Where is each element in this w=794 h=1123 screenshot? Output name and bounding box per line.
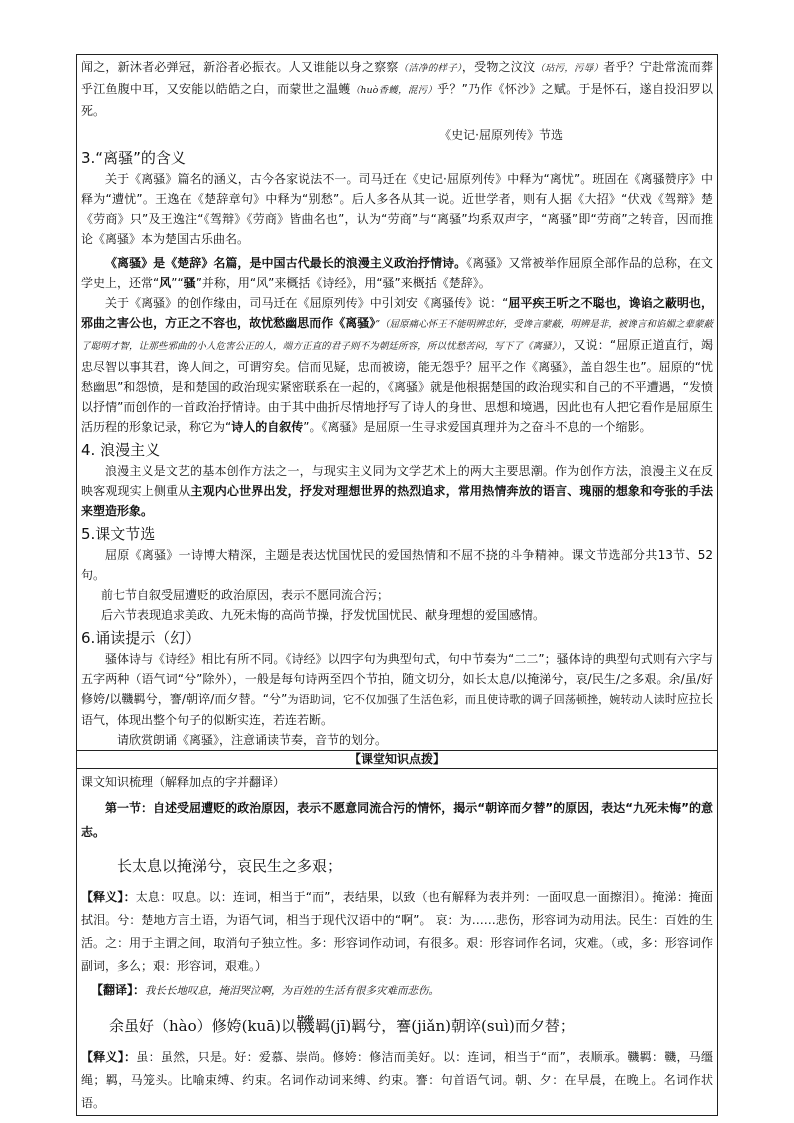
- poem-line-1: 长太息以掩涕兮，哀民生之多艰；: [117, 857, 343, 875]
- class-header-row: [77, 751, 718, 769]
- section-6-title: 6.诵读提示（幻）: [81, 629, 201, 647]
- intro-paragraph: 闻之，新沐者必弹冠，新浴者必振衣。人又谁能以身之察察（洁净的样子），受物之汶汶（玷污，污辱）者乎？宁赴常流而葬乎江鱼腹中耳，又安能以皓皓之白，而蒙世之温蠖（huò香蠖，混污）乎？”乃作《怀沙》之赋。于是怀石，遂自投汨罗以死。: [81, 60, 713, 118]
- lesson-intro: 课文知识梳理（解释加点的字并翻译）: [81, 775, 286, 789]
- section-5-paragraph-2: 前七节自叙受屈遭贬的政治原因，表示不愿同流合污；: [101, 588, 390, 602]
- section-6-paragraph-2: 请欣赏朗诵《离骚》，注意诵读节奏，音节的划分。: [117, 733, 388, 747]
- section-3-title: 3.“离骚”的含义: [81, 149, 186, 167]
- section-3-paragraph-1: 关于《离骚》篇名的涵义，古今各家说法不一。司马迁在《史记·屈原列传》中释为“离忧”。班固在《离骚赞序》中释为“遭忧”。王逸在《楚辞章句》中释为“别愁”。后人多各从其一说。近世学者，则有人据《大招》“伏戏《驾辩》楚《劳商》只”及王逸注“《驾辩》《劳商》皆曲名也”，认为“劳商”与“离骚”均系双声字，“离骚”即“劳商”之转音，因而推论《离骚》本为楚国古乐曲名。: [81, 172, 713, 246]
- poem-line-2-notes: 【释义】：虽：虽然，只是。好：爱慕、崇尚。修姱：修洁而美好。以：连词，相当于“而”，表顺承。鞿羁：鞿，马缰绳；羁，马笼头。比喻束缚、约束。名词作动词来缚、约束。謇：句首语气词。朝、夕：在早晨，在晚上。名词作状语。: [81, 1050, 713, 1110]
- poem-line-2: 余虽好（hào）修姱(kuā)以鞿羁(jī)羁兮，謇(jiǎn)朝谇(suì)而夕替；: [109, 1014, 575, 1036]
- lesson-cell: [77, 769, 718, 1116]
- section-5-title: 5.课文节选: [81, 525, 156, 543]
- section-6-paragraph-1: 骚体诗与《诗经》相比有所不同。《诗经》以四字句为典型句式，句中节奏为“二二”；骚体诗的典型句式则有六字与五字两种（语气词“兮”除外），一般是每句诗两至四个节拍，随文切分，如长太息/以掩涕兮，哀/民生/之多艰。余/虽/好修姱/以鞿羁兮，謇/朝谇/而夕替。“兮”为语助词，它不仅加强了生活色彩，而且使诗歌的调子回荡顿挫，婉转动人读时应拉长语气，体现出整个句子的似断实连，若连若断。: [81, 652, 713, 727]
- class-header: 【课堂知识点拨】: [77, 751, 718, 769]
- lesson-row: [77, 769, 718, 1116]
- poem-line-1-translation: 【翻译】：我长长地叹息，掩泪哭泣啊，为百姓的生活有很多灾难而悲伤。: [91, 983, 440, 997]
- section-3-paragraph-3: 关于《离骚》的创作缘由，司马迁在《屈原列传》中引刘安《离骚传》说：“屈平疾王听之不聪也，谗谄之蔽明也，邪曲之害公也，方正之不容也，故忧愁幽思而作《离骚》”（屈原痛心怀王不能明辨忠奸，受谗言蒙蔽，明辨是非，被谗言和谄媚之辈蒙蔽了聪明才智，让那些邪曲的小人危害公正的人，端方正直的君子则不为朝廷所容，所以忧愁苦闷，写下了《离骚》），又说：“屈原正道直行，竭忠尽智以事其君，谗人间之，可谓穷矣。信而见疑，忠而被谤，能无怨乎？屈平之作《离骚》，盖自怨生也”。屈原的“忧愁幽思”和怨愤，是和楚国的政治现实紧密联系在一起的，《离骚》就是他根据楚国的政治现实和自己的不平遭遇，“发愤以抒情”而创作的一首政治抒情诗。由于其中曲折尽情地抒写了诗人的身世、思想和境遇，因此也有人把它看作是屈原生活历程的形象记录，称它为“诗人的自叙传”。《离骚》是屈原一生寻求爱国真理并为之奋斗不息的一个缩影。: [81, 296, 713, 434]
- section-5-paragraph-3: 后六节表现追求美政、九死未悔的高尚节操，抒发忧国忧民、献身理想的爱国感情。: [101, 608, 546, 622]
- document-page: [76, 54, 718, 1116]
- section-3-paragraph-2: 《离骚》是《楚辞》名篇，是中国古代最长的浪漫主义政治抒情诗。《离骚》又常被举作屈原全部作品的总称，在文学史上，还常“风”“骚”并称，用“风”来概括《诗经》，用“骚”来概括《楚辞》。: [81, 256, 713, 290]
- intro-source: 《史记·屈原列传》节选: [439, 128, 563, 142]
- section-5-paragraph-1: 屈原《离骚》一诗博大精深，主题是表达忧国忧民的爱国热情和不屈不挠的斗争精神。课文节选部分共13节、52句。: [81, 548, 713, 582]
- background-row: [77, 55, 718, 751]
- content-table: [76, 54, 718, 1116]
- poem-line-1-notes: 【释义】：太息：叹息。以：连词，相当于“而”，表结果，以致（也有解释为表并列：一面叹息一面擦泪）。掩涕：掩面拭泪。兮：楚地方言土语，为语气词，相当于现代汉语中的“啊”。 哀：为……悲伤，形容词为动用法。民生：百姓的生活。之：用于主谓之间，取消句子独立性。多：形容词作动词，有很多。艰：形容词作名词，灾难。（或，多：形容词作副词，多么；艰：形容词，艰难。）: [81, 890, 713, 973]
- section-4-title: 4. 浪漫主义: [81, 441, 161, 459]
- lesson-section-1-summary: 第一节：自述受屈遭贬的政治原因，表示不愿意同流合污的情怀，揭示“朝谇而夕替”的原因，表达“九死未悔”的意志。: [81, 801, 713, 839]
- background-cell: [77, 55, 718, 751]
- section-4-paragraph: 浪漫主义是文艺的基本创作方法之一，与现实主义同为文学艺术上的两大主要思潮。作为创作方法，浪漫主义在反映客观现实上侧重从主观内心世界出发，抒发对理想世界的热烈追求，常用热情奔放的语言、瑰丽的想象和夸张的手法来塑造形象。: [81, 464, 713, 518]
